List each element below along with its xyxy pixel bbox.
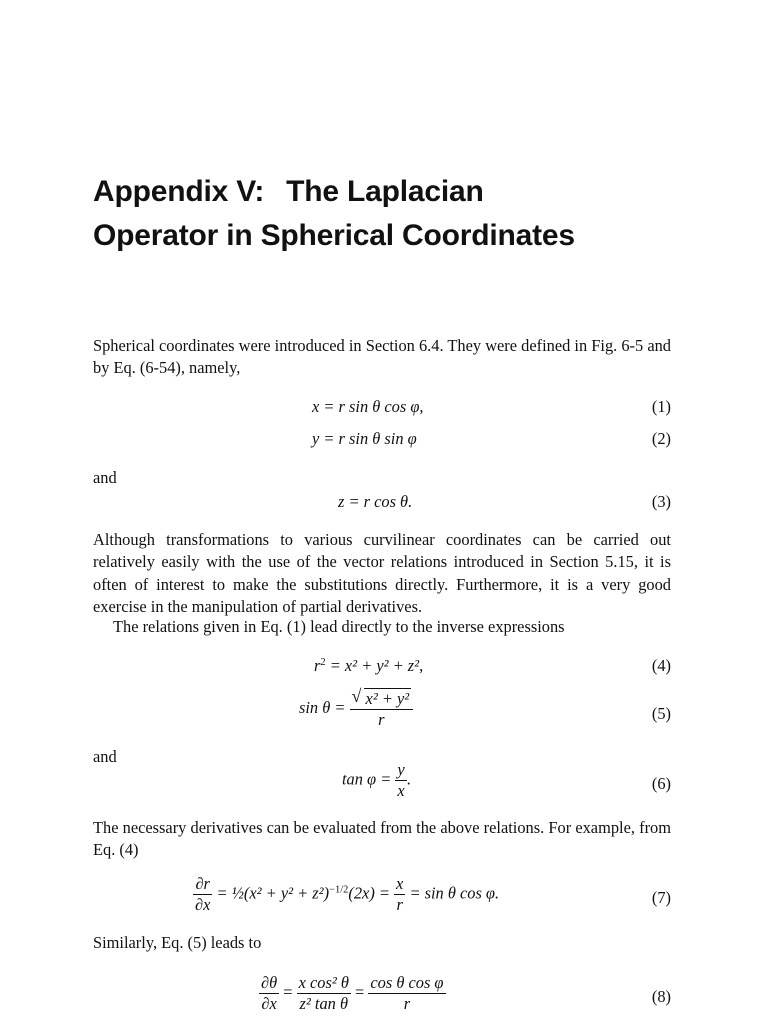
and-connector-1: and bbox=[93, 468, 117, 487]
equation-3-body: z = r cos θ. bbox=[338, 492, 413, 511]
equation-number-2: (2) bbox=[651, 429, 671, 448]
equation-6-lhs: tan φ = bbox=[342, 769, 392, 789]
equation-7-denominator: r bbox=[396, 895, 403, 914]
equation-7-middle: = ½(x² + y² + z²) bbox=[216, 883, 330, 903]
title-line-1 bbox=[93, 170, 575, 214]
page-title bbox=[93, 170, 575, 258]
equation-6-fraction bbox=[395, 760, 406, 801]
and-connector-2: and bbox=[93, 747, 117, 766]
equation-7-rhs: = sin θ cos φ. bbox=[409, 883, 500, 903]
equation-8-fraction-2-denominator: r bbox=[403, 994, 411, 1013]
equation-6-denominator: x bbox=[397, 781, 405, 800]
intro-paragraph: Spherical coordinates were introduced in Section 6.4. They were defined in Fig. 6-5 and by Eq. (6-54), namely, bbox=[93, 336, 671, 378]
equation-8-fraction-2 bbox=[368, 973, 445, 1014]
equation-7-lhs-fraction bbox=[193, 874, 212, 915]
equation-1 bbox=[93, 395, 671, 425]
equation-5 bbox=[93, 682, 671, 738]
equation-7-body bbox=[193, 874, 499, 915]
title-laplacian: The Laplacian bbox=[286, 175, 484, 208]
equation-number-4: (4) bbox=[651, 656, 671, 675]
equation-6 bbox=[93, 760, 671, 810]
equation-number-3: (3) bbox=[651, 492, 671, 511]
equation-5-lhs: sin θ = bbox=[299, 697, 346, 717]
equation-6-body: tan φ = $\frac{y}{x}$ . bbox=[342, 760, 411, 800]
equation-8-lhs-denominator: ∂x bbox=[261, 994, 277, 1013]
equation-8 bbox=[93, 973, 671, 1023]
equation-number-1: (1) bbox=[651, 397, 671, 416]
equation-number-6: (6) bbox=[651, 774, 671, 793]
equation-7-lhs-denominator: ∂x bbox=[195, 895, 211, 914]
equation-7-fraction bbox=[394, 874, 405, 915]
equation-8-lhs-numerator: ∂θ bbox=[261, 973, 278, 992]
equation-6-numerator: y bbox=[397, 760, 405, 779]
equation-number-5: (5) bbox=[651, 704, 671, 723]
equation-7-numerator: x bbox=[396, 874, 404, 893]
equation-number-8: (8) bbox=[651, 987, 671, 1006]
equation-5-body bbox=[299, 688, 413, 730]
equation-8-fraction-2-numerator: cos θ cos φ bbox=[370, 973, 444, 992]
similarly-paragraph: Similarly, Eq. (5) leads to bbox=[93, 933, 262, 952]
equation-4 bbox=[93, 654, 671, 684]
equation-3 bbox=[93, 490, 671, 520]
equation-5-radicand: x² + y² bbox=[365, 689, 410, 708]
equation-2-body: y = r sin θ sin φ bbox=[312, 429, 417, 448]
equation-2 bbox=[93, 427, 671, 457]
title-appendix-label: Appendix V: bbox=[93, 175, 265, 208]
equation-7-lhs-numerator: ∂r bbox=[193, 874, 212, 895]
equation-number-7: (7) bbox=[651, 888, 671, 907]
equation-4-body: $r^2 = x^2 + y^2 + z^2$, bbox=[314, 656, 424, 675]
equation-5-denominator: r bbox=[378, 710, 385, 729]
equation-1-body: x = r sin θ cos φ, bbox=[312, 397, 424, 416]
equation-7-exponent: −1/2 bbox=[329, 884, 349, 896]
equation-7 bbox=[93, 874, 671, 924]
title-line-2: Operator in Spherical Coordinates bbox=[93, 219, 575, 252]
equation-8-fraction-1-numerator: x cos² θ bbox=[298, 973, 349, 992]
equation-5-fraction: √ x² + y² r bbox=[350, 688, 414, 730]
equation-8-lhs-fraction bbox=[259, 973, 279, 1014]
equation-8-fraction-1-denominator: z² tan θ bbox=[299, 994, 349, 1013]
equation-7-middle-2: (2x) = bbox=[348, 883, 390, 903]
inverse-expressions-paragraph: The relations given in Eq. (1) lead directly to the inverse expressions bbox=[113, 617, 565, 636]
equation-8-body: $\frac{\partial\theta}{\partial x}$ = $\frac{\text{x cos² θ}}{\text{z² tan θ}}$ = $\frac{\text{cos θ cos φ}}{r}$ bbox=[261, 973, 444, 1013]
equation-4-rhs: = x² + y² + z², bbox=[329, 656, 424, 675]
transformation-paragraph: Although transformations to various curvilinear coordinates can be carried out relatively easily with the use of the vector relations introduced in Section 5.15, it is often of interest to make the substitutions directly. Furthermore, it is a very good exercise in the manipulation of partial derivatives. bbox=[93, 530, 671, 616]
equation-8-fraction-1 bbox=[297, 973, 351, 1014]
derivatives-paragraph: The necessary derivatives can be evaluated from the above relations. For example, from Eq. (4) bbox=[93, 818, 671, 860]
equation-4-lhs: r bbox=[314, 656, 321, 675]
